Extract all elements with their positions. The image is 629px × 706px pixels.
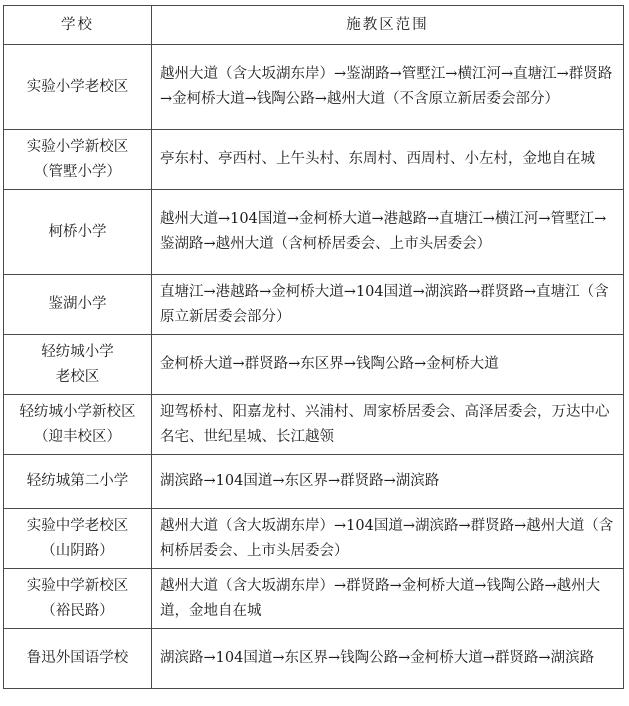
school-name: 轻纺城第二小学 (26, 473, 129, 489)
school-name: 柯桥小学 (48, 223, 107, 240)
school-name: 实验中学新校区 (26, 577, 129, 594)
school-name: 鉴湖小学 (48, 296, 107, 312)
school-name-cell (4, 335, 152, 395)
table-row (4, 509, 624, 569)
table-row (4, 190, 624, 275)
zone-cell: 湖滨路→104国道→东区界→钱陶公路→金柯桥大道→群贤路→湖滨路 (152, 629, 624, 689)
table-row (4, 395, 624, 455)
table-row (4, 629, 624, 689)
zone-cell: 越州大道（含大坂湖东岸）→104国道→湖滨路→群贤路→越州大道（含柯桥居委会、上市头居委会） (152, 509, 624, 569)
school-name: 轻纺城小学新校区（迎丰校区） (19, 403, 136, 445)
school-name-cell (4, 275, 152, 335)
table-row (4, 455, 624, 509)
school-name: 鲁迅外国语学校 (26, 650, 129, 666)
school-name: 实验中学老校区 (26, 517, 129, 534)
school-name-sub: 老校区 (55, 368, 100, 385)
school-name-cell (4, 569, 152, 629)
zone-cell: 湖滨路→104国道→东区界→群贤路→湖滨路 (152, 455, 624, 509)
school-name-cell (4, 509, 152, 569)
school-name-sub: （管墅小学） (34, 163, 121, 180)
zone-cell: 亭东村、亭西村、上午头村、东周村、西周村、小左村，金地自在城 (152, 130, 624, 190)
school-name: 实验小学老校区 (26, 78, 129, 95)
zone-cell: 越州大道→104国道→金柯桥大道→港越路→直塘江→横江河→管墅江→鉴湖路→越州大道（含柯桥居委会、上市头居委会） (152, 190, 624, 275)
table-row (4, 335, 624, 395)
school-zone-table (3, 5, 624, 689)
school-name-cell (4, 629, 152, 689)
school-name-sub: （裕民路） (41, 602, 114, 619)
table-row (4, 130, 624, 190)
zone-cell: 直塘江→港越路→金柯桥大道→104国道→湖滨路→群贤路→直塘江（含原立新居委会部分） (152, 275, 624, 335)
school-name-cell (4, 395, 152, 455)
header-zone: 施教区范围 (152, 6, 624, 45)
zone-cell: 金柯桥大道→群贤路→东区界→钱陶公路→金柯桥大道 (152, 335, 624, 395)
zone-cell: 越州大道（含大坂湖东岸）→群贤路→金柯桥大道→钱陶公路→越州大道，金地自在城 (152, 569, 624, 629)
zone-cell: 迎驾桥村、阳嘉龙村、兴浦村、周家桥居委会、高泽居委会，万达中心名宅、世纪星城、长江越领 (152, 395, 624, 455)
table-row (4, 45, 624, 130)
school-name-cell (4, 190, 152, 275)
table-row (4, 569, 624, 629)
header-row (4, 6, 624, 45)
school-name: 实验小学新校区 (26, 138, 129, 155)
zone-cell: 越州大道（含大坂湖东岸）→鉴湖路→管墅江→横江河→直塘江→群贤路→金柯桥大道→钱陶公路→越州大道（不含原立新居委会部分） (152, 45, 624, 130)
header-school: 学校 (4, 6, 152, 45)
school-name-sub: （山阴路） (41, 542, 114, 559)
school-name-cell (4, 130, 152, 190)
table-row (4, 275, 624, 335)
school-name-cell (4, 455, 152, 509)
school-name: 轻纺城小学 (41, 343, 114, 360)
school-name-cell (4, 45, 152, 130)
